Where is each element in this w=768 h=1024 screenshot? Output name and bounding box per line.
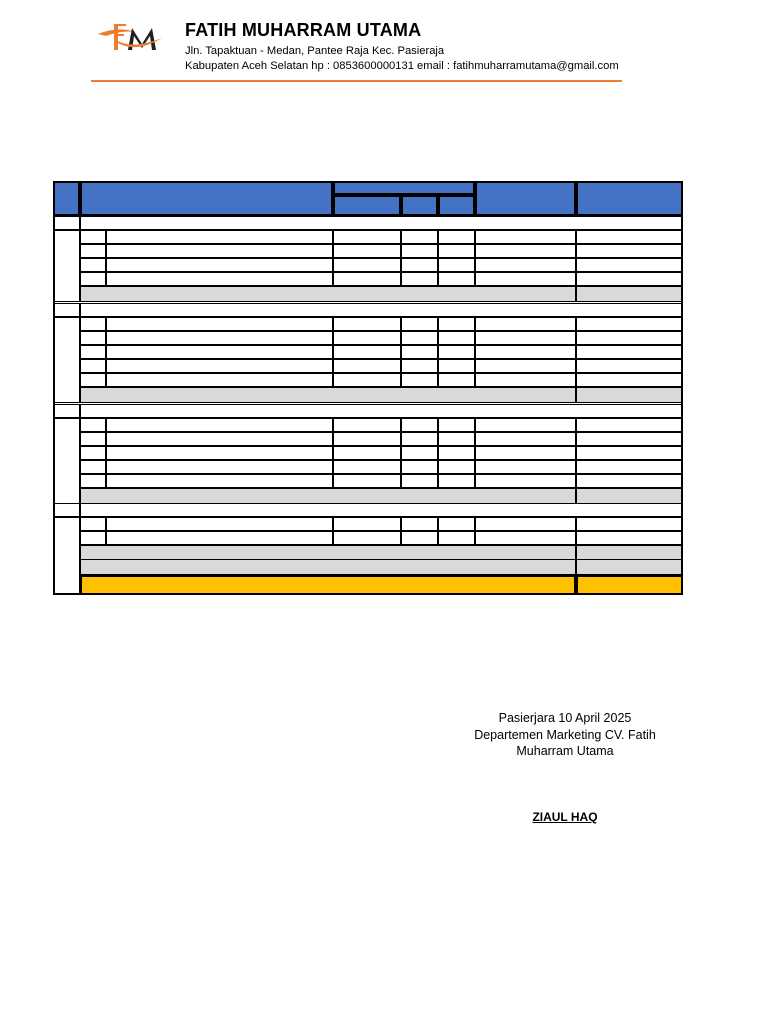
item-cell-price bbox=[475, 446, 576, 460]
item-cell-total bbox=[576, 244, 683, 258]
item-cell-unit bbox=[401, 244, 438, 258]
section-title-row bbox=[80, 404, 683, 418]
item-cell-vol bbox=[438, 531, 475, 545]
item-cell-name bbox=[106, 230, 333, 244]
signature-block bbox=[460, 710, 670, 760]
item-cell-unit bbox=[401, 331, 438, 345]
subtotal-value-cell bbox=[576, 559, 683, 575]
item-cell-total bbox=[576, 460, 683, 474]
grand-total-label-cell bbox=[80, 575, 576, 595]
item-cell-unit bbox=[401, 474, 438, 488]
item-cell-total bbox=[576, 359, 683, 373]
item-cell-price bbox=[475, 359, 576, 373]
item-cell-qty bbox=[333, 460, 401, 474]
item-cell-price bbox=[475, 258, 576, 272]
item-cell-price bbox=[475, 345, 576, 359]
item-cell-total bbox=[576, 373, 683, 387]
subtotal-label-cell bbox=[80, 387, 576, 403]
item-cell-price bbox=[475, 418, 576, 432]
item-cell-vol bbox=[438, 359, 475, 373]
item-cell-price bbox=[475, 517, 576, 531]
item-cell-qty bbox=[333, 446, 401, 460]
item-cell-vol bbox=[438, 373, 475, 387]
item-cell-unit bbox=[401, 418, 438, 432]
section-title-row bbox=[80, 503, 683, 517]
header-cell-group bbox=[333, 181, 475, 195]
item-cell-qty bbox=[333, 531, 401, 545]
item-cell-name bbox=[106, 432, 333, 446]
header-cell-sub-1 bbox=[333, 195, 401, 216]
item-cell-vol bbox=[438, 244, 475, 258]
item-cell-unit bbox=[401, 317, 438, 331]
item-cell-vol bbox=[438, 446, 475, 460]
subtotal-value-cell bbox=[576, 387, 683, 403]
item-cell-vol bbox=[438, 432, 475, 446]
item-cell-total bbox=[576, 331, 683, 345]
item-cell-name bbox=[106, 345, 333, 359]
section-body-number-cell bbox=[53, 418, 80, 504]
item-cell-name bbox=[106, 258, 333, 272]
item-cell-unit bbox=[401, 345, 438, 359]
section-number-cell bbox=[53, 404, 80, 418]
department-line-1: Departemen Marketing CV. Fatih bbox=[474, 727, 656, 742]
item-cell-no bbox=[80, 345, 106, 359]
item-cell-name bbox=[106, 244, 333, 258]
item-cell-no bbox=[80, 418, 106, 432]
item-cell-no bbox=[80, 474, 106, 488]
department-line-2: Muharram Utama bbox=[516, 744, 614, 758]
item-cell-total bbox=[576, 531, 683, 545]
item-cell-total bbox=[576, 345, 683, 359]
item-cell-vol bbox=[438, 331, 475, 345]
item-cell-price bbox=[475, 272, 576, 286]
item-cell-name bbox=[106, 460, 333, 474]
item-cell-no bbox=[80, 244, 106, 258]
item-cell-no bbox=[80, 331, 106, 345]
item-cell-qty bbox=[333, 244, 401, 258]
place-date: Pasierjara 10 April 2025 bbox=[498, 711, 632, 725]
item-cell-vol bbox=[438, 474, 475, 488]
item-cell-price bbox=[475, 244, 576, 258]
item-cell-vol bbox=[438, 317, 475, 331]
item-cell-price bbox=[475, 317, 576, 331]
item-cell-unit bbox=[401, 460, 438, 474]
subtotal-label-cell bbox=[80, 559, 576, 575]
item-cell-qty bbox=[333, 373, 401, 387]
item-cell-price bbox=[475, 460, 576, 474]
item-cell-qty bbox=[333, 331, 401, 345]
item-cell-total bbox=[576, 446, 683, 460]
item-cell-total bbox=[576, 317, 683, 331]
item-cell-qty bbox=[333, 418, 401, 432]
header-cell-total bbox=[576, 181, 683, 216]
company-address: Jln. Tapaktuan - Medan, Pantee Raja Kec. Pasieraja bbox=[185, 45, 445, 57]
item-cell-vol bbox=[438, 418, 475, 432]
section-title-row bbox=[80, 216, 683, 230]
subtotal-value-cell bbox=[576, 488, 683, 504]
section-number-cell bbox=[53, 216, 80, 230]
subtotal-label-cell bbox=[80, 286, 576, 302]
item-cell-no bbox=[80, 258, 106, 272]
section-body-number-cell bbox=[53, 517, 80, 595]
company-name: FATIH MUHARRAM UTAMA bbox=[185, 20, 422, 40]
company-contact: Kabupaten Aceh Selatan hp : 0853600000131 email : fatihmuharramutama@gmail.com bbox=[185, 60, 619, 72]
item-cell-price bbox=[475, 230, 576, 244]
item-cell-total bbox=[576, 418, 683, 432]
item-cell-qty bbox=[333, 272, 401, 286]
item-cell-total bbox=[576, 474, 683, 488]
item-cell-name bbox=[106, 446, 333, 460]
item-cell-no bbox=[80, 531, 106, 545]
item-cell-unit bbox=[401, 230, 438, 244]
item-cell-name bbox=[106, 531, 333, 545]
item-cell-vol bbox=[438, 230, 475, 244]
section-body-number-cell bbox=[53, 230, 80, 302]
item-cell-name bbox=[106, 418, 333, 432]
item-cell-total bbox=[576, 272, 683, 286]
item-cell-vol bbox=[438, 345, 475, 359]
item-cell-unit bbox=[401, 373, 438, 387]
header-cell-sub-2 bbox=[401, 195, 438, 216]
item-cell-unit bbox=[401, 272, 438, 286]
item-cell-price bbox=[475, 474, 576, 488]
item-cell-no bbox=[80, 359, 106, 373]
item-cell-name bbox=[106, 359, 333, 373]
item-cell-no bbox=[80, 446, 106, 460]
item-cell-qty bbox=[333, 517, 401, 531]
item-cell-no bbox=[80, 460, 106, 474]
item-cell-price bbox=[475, 331, 576, 345]
item-cell-no bbox=[80, 373, 106, 387]
item-cell-unit bbox=[401, 446, 438, 460]
item-cell-total bbox=[576, 517, 683, 531]
header-cell-no bbox=[53, 181, 80, 216]
section-body-number-cell bbox=[53, 317, 80, 403]
signer-name: ZIAUL HAQ bbox=[532, 810, 598, 824]
item-cell-vol bbox=[438, 460, 475, 474]
item-cell-no bbox=[80, 432, 106, 446]
item-cell-unit bbox=[401, 531, 438, 545]
item-cell-vol bbox=[438, 517, 475, 531]
item-cell-name bbox=[106, 373, 333, 387]
section-title-row bbox=[80, 303, 683, 317]
item-cell-unit bbox=[401, 517, 438, 531]
header-cell-sub-3 bbox=[438, 195, 475, 216]
item-cell-unit bbox=[401, 258, 438, 272]
section-number-cell bbox=[53, 303, 80, 317]
item-cell-qty bbox=[333, 230, 401, 244]
item-cell-total bbox=[576, 258, 683, 272]
item-cell-vol bbox=[438, 272, 475, 286]
item-cell-qty bbox=[333, 258, 401, 272]
item-cell-qty bbox=[333, 432, 401, 446]
subtotal-value-cell bbox=[576, 286, 683, 302]
item-cell-unit bbox=[401, 359, 438, 373]
item-cell-price bbox=[475, 531, 576, 545]
item-cell-name bbox=[106, 517, 333, 531]
item-cell-qty bbox=[333, 317, 401, 331]
section-number-cell bbox=[53, 503, 80, 517]
item-cell-no bbox=[80, 272, 106, 286]
item-cell-unit bbox=[401, 432, 438, 446]
header-cell-item bbox=[80, 181, 333, 216]
item-cell-qty bbox=[333, 359, 401, 373]
item-cell-name bbox=[106, 272, 333, 286]
item-cell-total bbox=[576, 432, 683, 446]
item-cell-no bbox=[80, 230, 106, 244]
grand-total-value-cell bbox=[576, 575, 683, 595]
item-cell-qty bbox=[333, 345, 401, 359]
item-cell-name bbox=[106, 331, 333, 345]
item-cell-qty bbox=[333, 474, 401, 488]
item-cell-total bbox=[576, 230, 683, 244]
item-cell-vol bbox=[438, 258, 475, 272]
item-cell-price bbox=[475, 432, 576, 446]
item-cell-name bbox=[106, 317, 333, 331]
subtotal-label-cell bbox=[80, 488, 576, 504]
item-cell-name bbox=[106, 474, 333, 488]
header-cell-price bbox=[475, 181, 576, 216]
item-cell-price bbox=[475, 373, 576, 387]
item-cell-no bbox=[80, 517, 106, 531]
item-cell-no bbox=[80, 317, 106, 331]
